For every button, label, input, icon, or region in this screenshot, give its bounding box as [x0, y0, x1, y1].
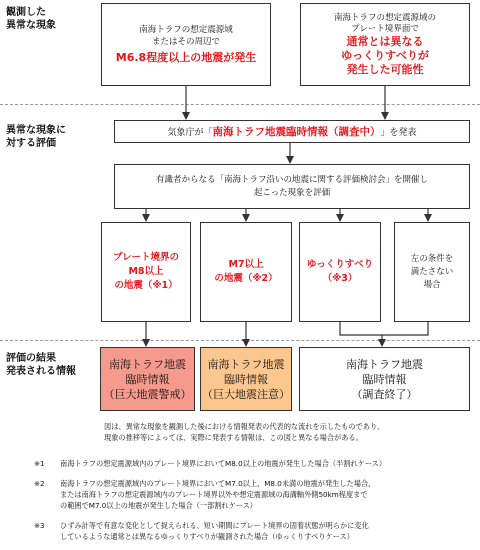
- evaluation-council-box: [114, 164, 470, 209]
- footnote-text: [60, 478, 375, 511]
- category-line: （※3）: [322, 273, 358, 284]
- section-label-line: 発表される情報: [6, 366, 76, 377]
- footnote-line: 南海トラフの想定震源域内のプレート境界においてM8.0以上の地震が発生した場合（半割れケース）: [60, 459, 387, 468]
- footnote-line: 南海トラフの想定震源域内のプレート境界においてM7.0以上、M8.0未満の地震が発生した場合、: [60, 479, 376, 488]
- footnote-text: [60, 458, 386, 469]
- footnote-text: [60, 520, 369, 542]
- category-line: の地震（※2）: [214, 273, 278, 284]
- figure-caption: [104, 421, 384, 443]
- footnote-line: しているような通常とは異なるゆっくりすべりが観測された場合（ゆっくりすべりケース）: [60, 532, 354, 541]
- result-line: 臨時情報: [224, 372, 268, 386]
- box-text-line: 南海トラフの想定震源域: [139, 24, 233, 35]
- jma-suffix: 」を発表: [380, 128, 417, 138]
- box-text-line: 南海トラフの想定震源域の: [333, 12, 436, 23]
- category-line: の地震（※1）: [114, 280, 178, 291]
- category-box-m7: [200, 222, 292, 322]
- result-line: （調査終了）: [351, 387, 418, 401]
- section-label-line: 対する評価: [6, 138, 56, 149]
- result-line: （巨大地震警戒）: [103, 387, 192, 401]
- box-highlight-line: 通常とは異なる: [346, 34, 424, 48]
- section-label-line: 異常な現象: [6, 20, 56, 31]
- category-box-other: [394, 222, 470, 322]
- category-line: 満たさない: [410, 266, 454, 277]
- box-highlight-line: 発生した可能性: [346, 62, 424, 76]
- footnote-mark: ※3: [34, 521, 45, 530]
- box-text-line: またはその周辺で: [151, 36, 220, 47]
- category-box-m8-plate: [101, 222, 191, 322]
- section-label-line: 評価の結果: [6, 353, 56, 364]
- box-text-line: プレート境界面で: [351, 23, 419, 34]
- category-line: 場合: [423, 279, 441, 290]
- result-box-megaquake-advisory: [200, 347, 292, 411]
- footnote-mark: ※1: [34, 459, 45, 468]
- caption-line: 現象の推移等によっては、実際に発表する情報は、この図と異なる場合がある。: [104, 433, 363, 442]
- result-box-megaquake-warning: [100, 347, 195, 411]
- result-line: 臨時情報: [362, 372, 407, 386]
- box-text-line: 起こった現象を評価: [253, 187, 331, 198]
- category-line: プレート境界の: [112, 252, 180, 263]
- result-line: 臨時情報: [125, 372, 170, 386]
- category-line: M7以上: [228, 259, 264, 270]
- category-line: M8以上: [128, 266, 164, 277]
- section-label-line: 異常な現象に: [6, 125, 66, 136]
- category-box-slow-slip: [299, 222, 381, 322]
- box-text-line: 有識者からなる「南海トラフ沿いの地震に関する評価検討会」を開催し: [155, 174, 428, 185]
- jma-highlight: 南海トラフ地震臨時情報（調査中）: [212, 126, 381, 138]
- section-label-line: 観測した: [6, 7, 46, 18]
- result-line: 南海トラフ地震: [109, 357, 186, 371]
- result-line: （巨大地震注意）: [202, 387, 290, 401]
- caption-line: 図は、異常な現象を観測した後における情報発表の代表的な流れを示したものであり、: [104, 422, 385, 431]
- footnote-line: ひずみ計等で有意な変化として捉えられる、短い期間にプレート境界の固着状態が明らかに変化: [60, 521, 369, 530]
- footnote-mark: ※2: [34, 479, 45, 488]
- footnote-line: または南海トラフの想定震源域内のプレート境界以外や想定震源域の海溝軸外側50km程度まで: [60, 490, 368, 499]
- category-line: 左の条件を: [410, 253, 454, 264]
- result-line: 南海トラフ地震: [346, 357, 423, 371]
- result-line: 南海トラフ地震: [207, 357, 285, 371]
- jma-prefix: 気象庁が「: [167, 128, 213, 138]
- box-highlight-line: M6.8程度以上の地震が発生: [115, 50, 257, 64]
- observed-event-earthquake-box: [101, 3, 271, 86]
- box-highlight-line: ゆっくりすべりが: [341, 48, 429, 62]
- footnote-line: の範囲でM7.0以上の地震が発生した場合（一部割れケース）: [60, 501, 257, 510]
- observed-event-slow-slip-box: [300, 3, 470, 86]
- category-line: ゆっくりすべり: [306, 259, 374, 270]
- result-box-investigation-ended: [299, 347, 470, 411]
- jma-announcement-box: [114, 120, 470, 143]
